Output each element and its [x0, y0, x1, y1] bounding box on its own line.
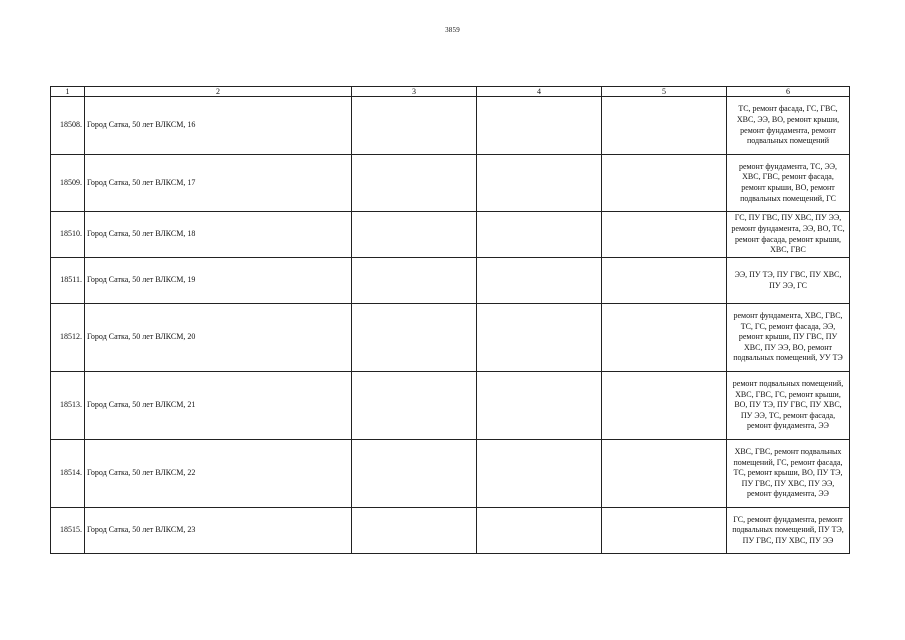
- row-col5: [602, 97, 727, 155]
- row-address: Город Сатка, 50 лет ВЛКСМ, 16: [85, 97, 352, 155]
- table-row: [51, 97, 850, 155]
- row-col4: [477, 258, 602, 304]
- row-number: 18509.: [51, 155, 85, 212]
- row-address: Город Сатка, 50 лет ВЛКСМ, 23: [85, 508, 352, 554]
- row-col3: [352, 97, 477, 155]
- row-address: Город Сатка, 50 лет ВЛКСМ, 19: [85, 258, 352, 304]
- row-col4: [477, 304, 602, 372]
- row-number: 18512.: [51, 304, 85, 372]
- register-table: [50, 86, 850, 554]
- row-address: Город Сатка, 50 лет ВЛКСМ, 17: [85, 155, 352, 212]
- row-works: ХВС, ГВС, ремонт подвальных помещений, ГС, ремонт фасада, ТС, ремонт крыши, ВО, ПУ ТЭ, ПУ ГВС, ПУ ХВС, ПУ ЭЭ, ремонт фундамента, ЭЭ: [727, 440, 850, 508]
- header-row: [51, 87, 850, 97]
- row-col3: [352, 304, 477, 372]
- row-address: Город Сатка, 50 лет ВЛКСМ, 22: [85, 440, 352, 508]
- page-number: 3859: [445, 26, 460, 34]
- table-row: [51, 304, 850, 372]
- row-col3: [352, 155, 477, 212]
- row-col3: [352, 212, 477, 258]
- row-works: ЭЭ, ПУ ТЭ, ПУ ГВС, ПУ ХВС, ПУ ЭЭ, ГС: [727, 258, 850, 304]
- row-number: 18510.: [51, 212, 85, 258]
- row-col5: [602, 212, 727, 258]
- row-address: Город Сатка, 50 лет ВЛКСМ, 20: [85, 304, 352, 372]
- header-cell-1: 1: [51, 87, 85, 97]
- row-works: ГС, ПУ ГВС, ПУ ХВС, ПУ ЭЭ, ремонт фундамента, ЭЭ, ВО, ТС, ремонт фасада, ремонт крыши, ХВС, ГВС: [727, 212, 850, 258]
- table-row: [51, 372, 850, 440]
- row-col5: [602, 258, 727, 304]
- header-cell-6: 6: [727, 87, 850, 97]
- row-col3: [352, 372, 477, 440]
- row-number: 18511.: [51, 258, 85, 304]
- row-col4: [477, 155, 602, 212]
- row-works: ГС, ремонт фундамента, ремонт подвальных помещений, ПУ ТЭ, ПУ ГВС, ПУ ХВС, ПУ ЭЭ: [727, 508, 850, 554]
- row-number: 18515.: [51, 508, 85, 554]
- row-number: 18508.: [51, 97, 85, 155]
- header-cell-4: 4: [477, 87, 602, 97]
- table-row: [51, 155, 850, 212]
- table-row: [51, 258, 850, 304]
- row-col4: [477, 97, 602, 155]
- header-cell-3: 3: [352, 87, 477, 97]
- table-row: [51, 440, 850, 508]
- row-col4: [477, 212, 602, 258]
- row-works: ТС, ремонт фасада, ГС, ГВС, ХВС, ЭЭ, ВО, ремонт крыши, ремонт фундамента, ремонт подвальных помещений: [727, 97, 850, 155]
- row-number: 18513.: [51, 372, 85, 440]
- row-address: Город Сатка, 50 лет ВЛКСМ, 21: [85, 372, 352, 440]
- row-col5: [602, 508, 727, 554]
- header-cell-2: 2: [85, 87, 352, 97]
- row-works: ремонт фундамента, ТС, ЭЭ, ХВС, ГВС, ремонт фасада, ремонт крыши, ВО, ремонт подвальных помещений, ГС: [727, 155, 850, 212]
- table-row: [51, 212, 850, 258]
- table-row: [51, 508, 850, 554]
- row-col3: [352, 440, 477, 508]
- row-col5: [602, 155, 727, 212]
- row-number: 18514.: [51, 440, 85, 508]
- row-col5: [602, 440, 727, 508]
- row-col5: [602, 372, 727, 440]
- row-col4: [477, 508, 602, 554]
- row-col4: [477, 440, 602, 508]
- row-col3: [352, 508, 477, 554]
- row-works: ремонт подвальных помещений, ХВС, ГВС, ГС, ремонт крыши, ВО, ПУ ТЭ, ПУ ГВС, ПУ ХВС, ПУ ЭЭ, ТС, ремонт фасада, ремонт фундамента, ЭЭ: [727, 372, 850, 440]
- row-col5: [602, 304, 727, 372]
- row-col4: [477, 372, 602, 440]
- row-address: Город Сатка, 50 лет ВЛКСМ, 18: [85, 212, 352, 258]
- row-col3: [352, 258, 477, 304]
- header-cell-5: 5: [602, 87, 727, 97]
- row-works: ремонт фундамента, ХВС, ГВС, ТС, ГС, ремонт фасада, ЭЭ, ремонт крыши, ПУ ГВС, ПУ ХВС, ПУ ЭЭ, ВО, ремонт подвальных помещений, УУ ТЭ: [727, 304, 850, 372]
